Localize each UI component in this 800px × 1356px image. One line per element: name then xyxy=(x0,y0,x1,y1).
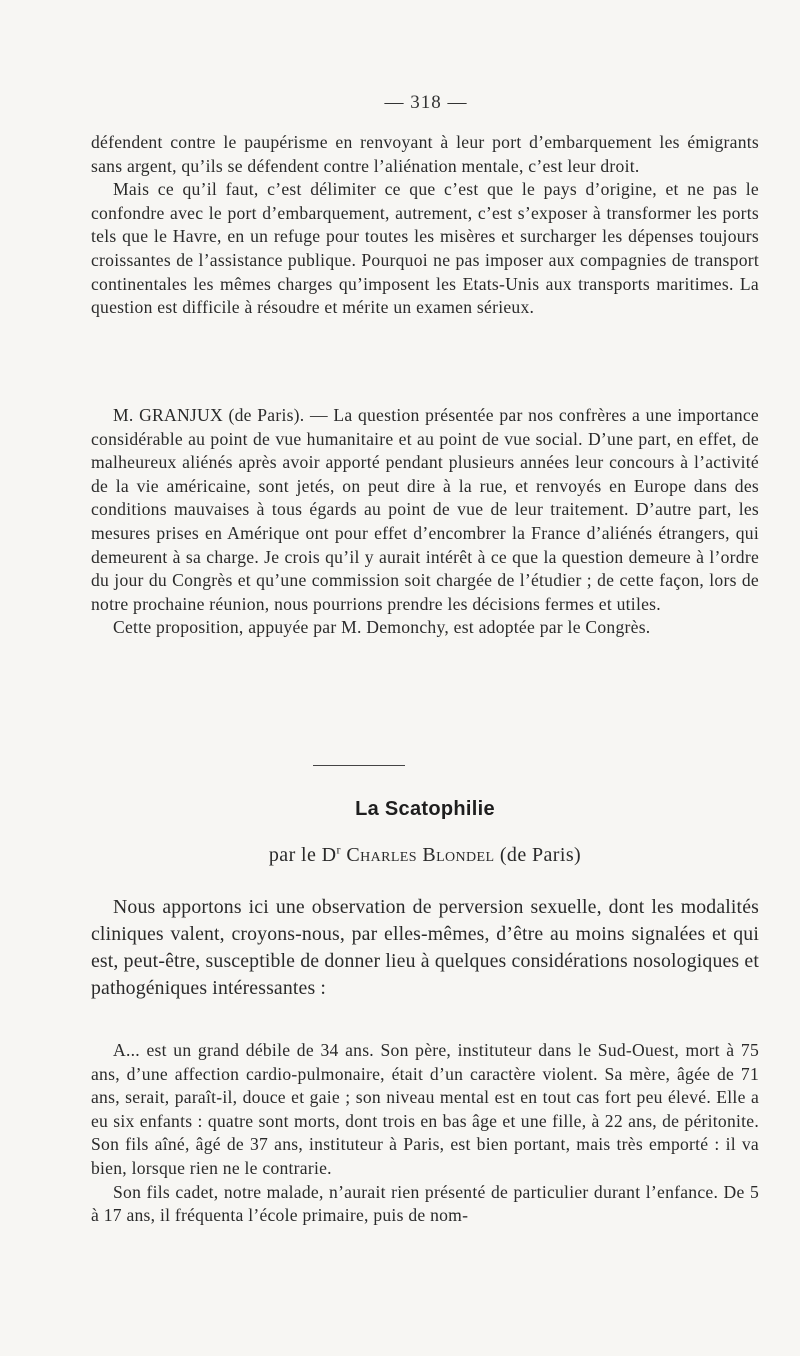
page-number: — 318 — xyxy=(384,92,468,113)
paragraph-case-childhood: Son fils cadet, notre malade, n’aurait rien présenté de particulier durant l’enfance. De 5 à 17 ans, il fréquenta l’école primaire, puis de nom- xyxy=(91,1181,759,1226)
section-divider xyxy=(313,765,405,766)
byline-author: Charles Blondel xyxy=(346,844,495,866)
article-byline xyxy=(91,844,759,867)
byline-suffix: (de Paris) xyxy=(499,844,582,866)
continued-text-section xyxy=(91,131,759,320)
paragraph-granjux: M. GRANJUX (de Paris). — La question présentée par nos confrères a une importance considérable au point de vue humanitaire et au point de vue social. D’une part, en effet, de malheureux aliénés après avoir apporté pendant plusieurs années leur concours à l’activité de la vie américaine, sont jetés, on peut dire à la rue, et renvoyés en Europe dans des conditions mauvaises à tous égards au point de vue de leur traitement. D’autre part, les mesures prises en Amérique ont pour effet d’encombrer la France d’aliénés étrangers, qui demeurent à sa charge. Je crois qu’il y aurait intérêt à ce que la question demeure à l’ordre du jour du Congrès et qu’une commission soit chargée de l’étudier ; de cette façon, lors de notre prochaine réunion, nous pourrions prendre les décisions fermes et utiles. xyxy=(91,405,759,614)
article-intro xyxy=(91,894,759,1002)
paragraph-continued: défendent contre le paupérisme en renvoyant à leur port d’embarquement les émigrants sans argent, qu’ils se défendent contre l’aliénation mentale, c’est leur droit. xyxy=(91,132,759,176)
paragraph-delimitation: Mais ce qu’il faut, c’est délimiter ce que c’est que le pays d’origine, et ne pas le confondre avec le port d’embarquement, autrement, c’est s’exposer à transformer les ports tels que le Havre, en un refuge pour toutes les misères et surcharger les dépenses toujours croissantes de l’assistance publique. Pourquoi ne pas imposer aux compagnies de transport continentales les mêmes charges qu’imposent les Etats-Unis aux transports maritimes. La question est difficile à résoudre et mérite un examen sérieux. xyxy=(91,179,759,318)
byline-prefix: par le D xyxy=(268,844,337,866)
article-title: La Scatophilie xyxy=(355,798,495,820)
paragraph-case-description: A... est un grand débile de 34 ans. Son père, instituteur dans le Sud-Ouest, mort à 75 ans, d’une affection cardio-pulmonaire, était d’un caractère violent. Sa mère, âgée de 71 ans, serait, paraît-il, douce et gaie ; son niveau mental est en tout cas fort peu élevé. Elle a eu six enfants : quatre sont morts, dont trois en bas âge et une fille, à 22 ans, de péritonite. Son fils aîné, âgé de 37 ans, instituteur à Paris, est bien portant, mais très emporté : il va bien, lorsque rien ne le contrarie. xyxy=(91,1040,759,1178)
paragraph-proposition: Cette proposition, appuyée par M. Demonchy, est adoptée par le Congrès. xyxy=(113,617,651,638)
intro-paragraph: Nous apportons ici une observation de perversion sexuelle, dont les modalités cliniques valent, croyons-nous, par elles-mêmes, d’être au moins signalées et qui est, peut-être, susceptible de donner lieu à quelques considérations nosologiques et pathogéniques intéressantes : xyxy=(91,896,759,999)
case-section xyxy=(91,1039,759,1228)
discussion-section xyxy=(91,404,759,640)
byline-superscript: r xyxy=(336,842,341,857)
